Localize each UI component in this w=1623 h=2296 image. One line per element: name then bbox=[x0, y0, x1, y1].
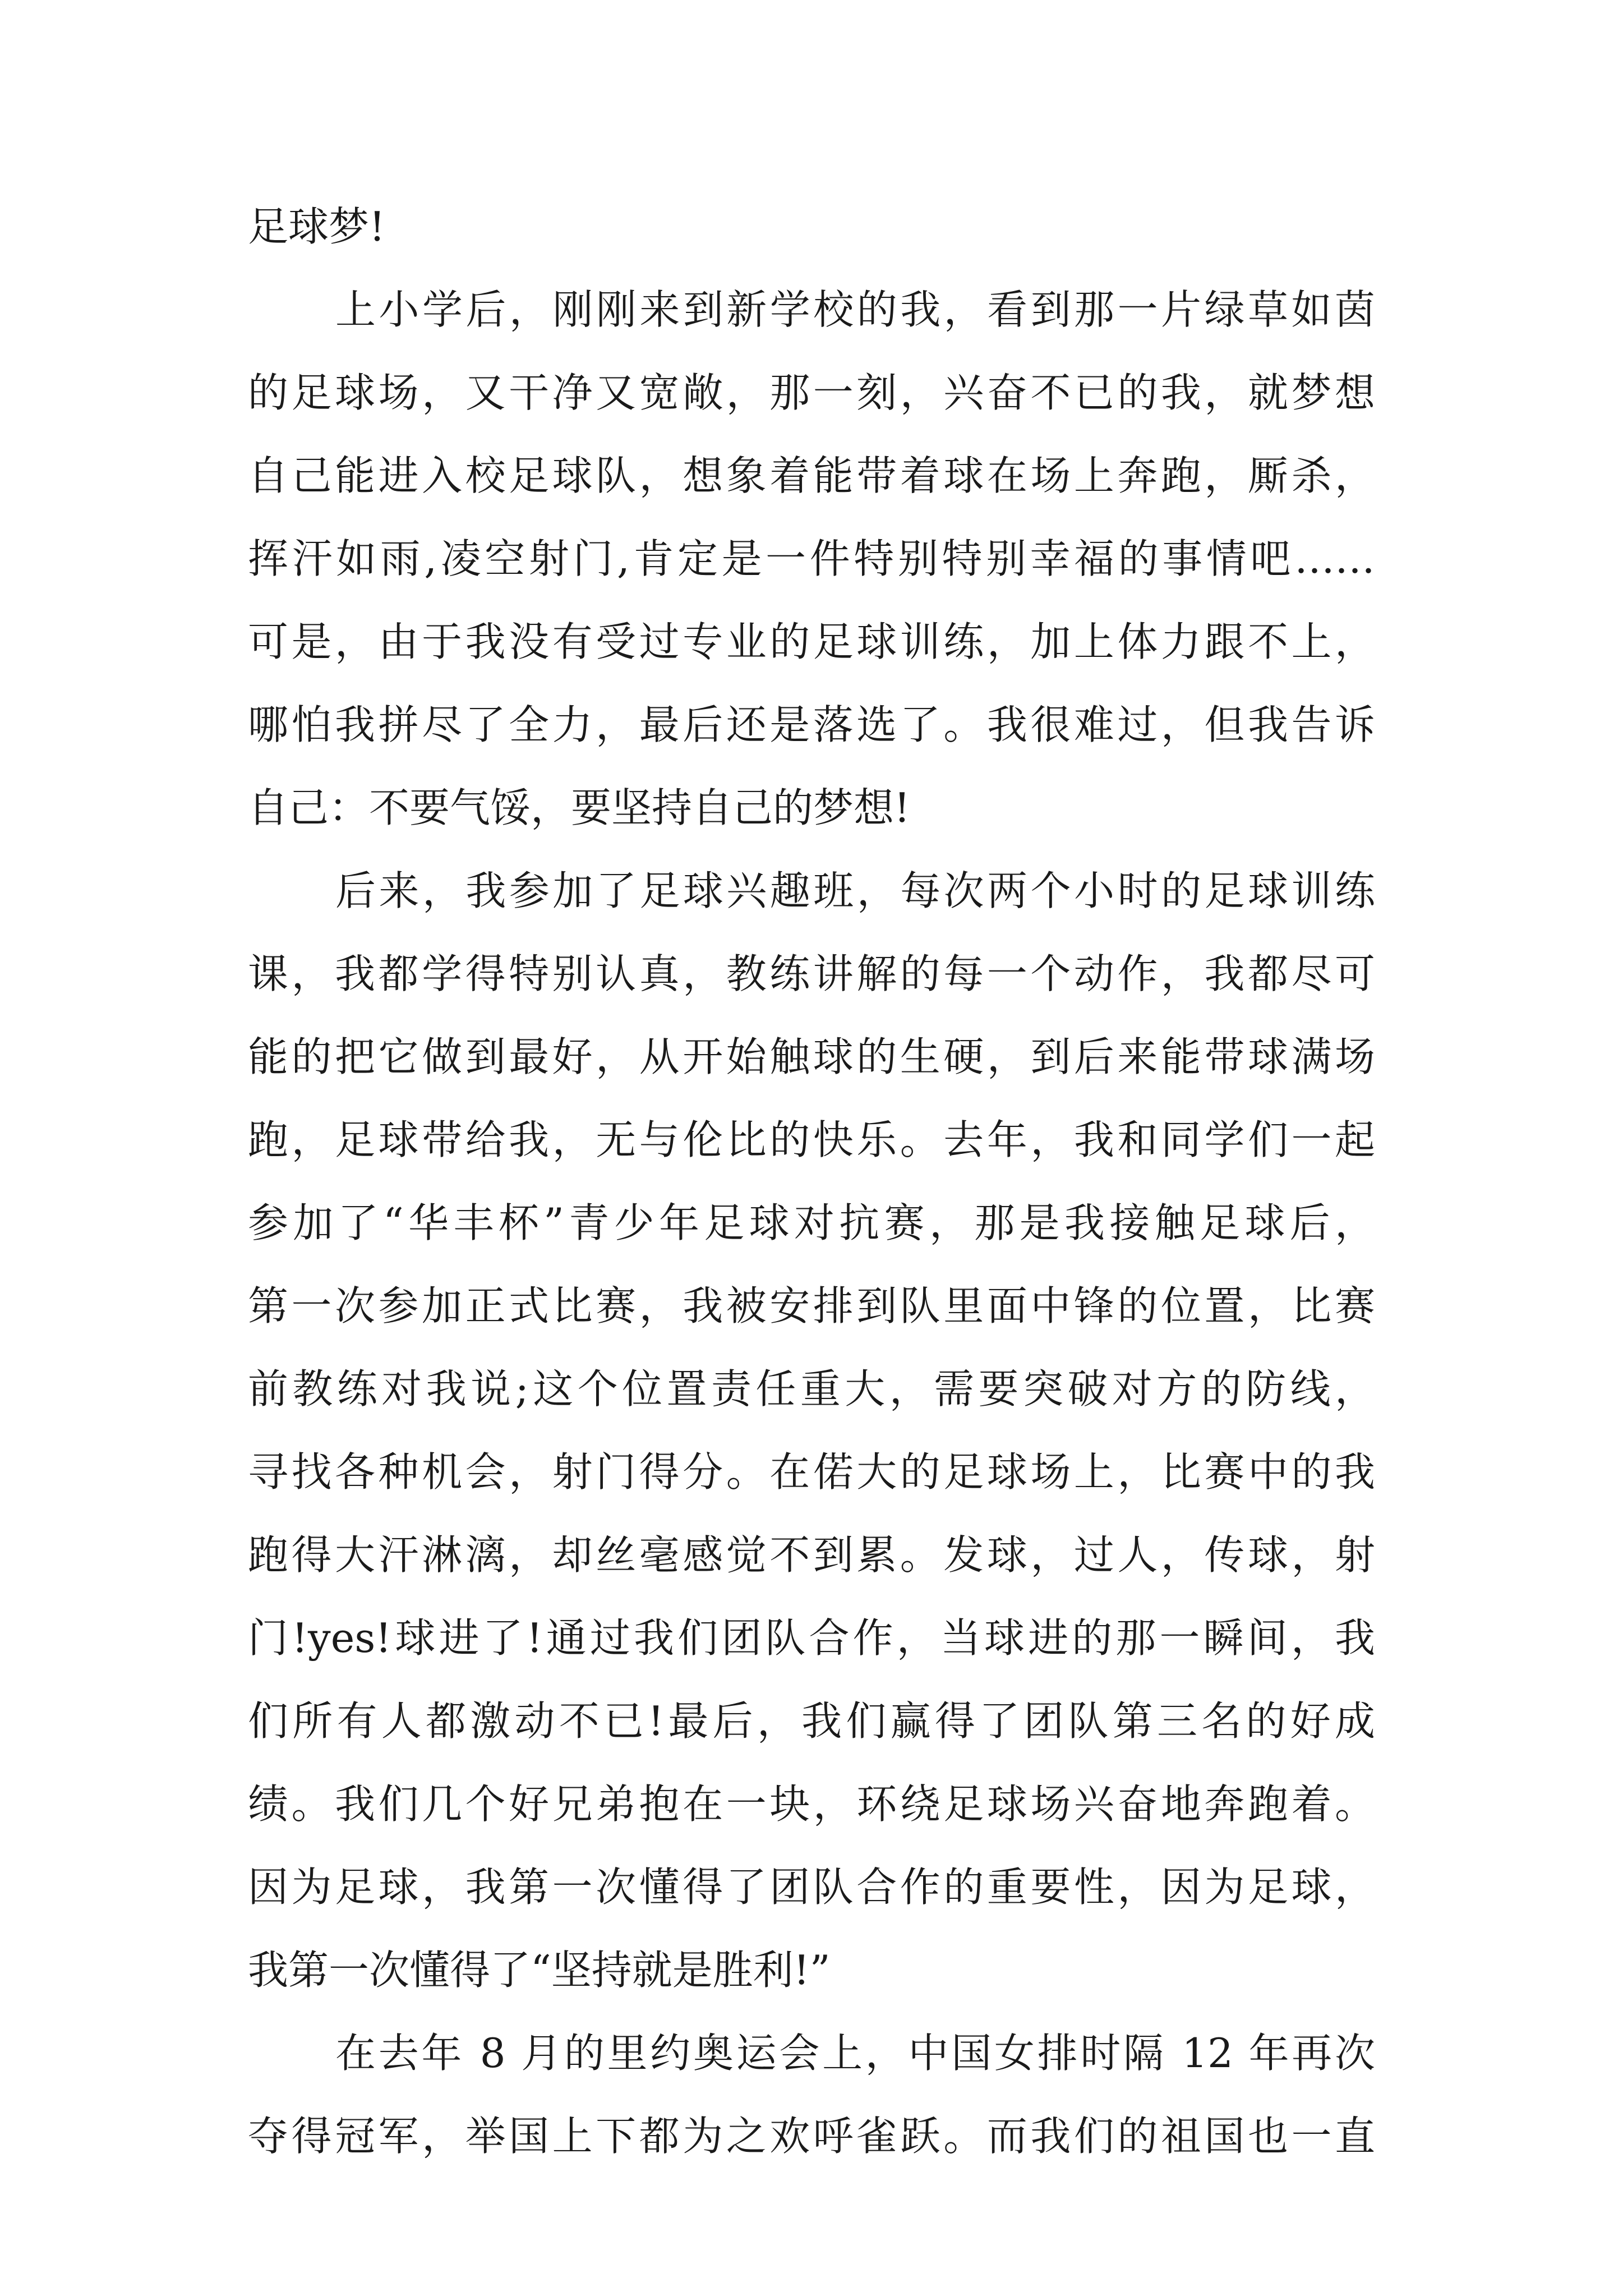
text-line: 自己能进入校足球队，想象着能带着球在场上奔跑，厮杀， bbox=[248, 452, 1375, 499]
text-line: 能的把它做到最好，从开始触球的生硬，到后来能带球满场 bbox=[248, 1033, 1375, 1080]
text-line: 可是，由于我没有受过专业的足球训练，加上体力跟不上， bbox=[248, 618, 1375, 665]
text-line: 前教练对我说;这个位置责任重大，需要突破对方的防线， bbox=[248, 1365, 1375, 1412]
text-line: 跑得大汗淋漓，却丝毫感觉不到累。发球，过人，传球，射 bbox=[248, 1531, 1375, 1579]
text-line: 参加了“华丰杯”青少年足球对抗赛，那是我接触足球后， bbox=[248, 1199, 1375, 1246]
essay-body bbox=[248, 185, 1375, 2178]
text-line: 门!yes!球进了!通过我们团队合作，当球进的那一瞬间，我 bbox=[248, 1614, 1375, 1662]
text-line: 我第一次懂得了“坚持就是胜利!” bbox=[248, 1947, 831, 1994]
text-line: 足球梦! bbox=[248, 203, 385, 250]
text-line: 第一次参加正式比赛，我被安排到队里面中锋的位置，比赛 bbox=[248, 1282, 1375, 1329]
text-line: 因为足球，我第一次懂得了团队合作的重要性，因为足球， bbox=[248, 1864, 1375, 1911]
paragraph-first-line: 在去年 8 月的里约奥运会上，中国女排时隔 12 年再次 bbox=[335, 2030, 1375, 2077]
text-line: 自己：不要气馁，要坚持自己的梦想! bbox=[248, 784, 910, 831]
paragraph-first-line: 后来，我参加了足球兴趣班，每次两个小时的足球训练 bbox=[335, 867, 1375, 914]
text-line: 夺得冠军，举国上下都为之欢呼雀跃。而我们的祖国也一直 bbox=[248, 2113, 1375, 2160]
text-line: 哪怕我拼尽了全力，最后还是落选了。我很难过，但我告诉 bbox=[248, 701, 1375, 748]
paragraph-first-line: 上小学后，刚刚来到新学校的我，看到那一片绿草如茵 bbox=[335, 286, 1375, 333]
text-line: 们所有人都激动不已!最后，我们赢得了团队第三名的好成 bbox=[248, 1697, 1375, 1745]
text-line: 课，我都学得特别认真，教练讲解的每一个动作，我都尽可 bbox=[248, 950, 1375, 997]
text-line: 挥汗如雨,凌空射门,肯定是一件特别特别幸福的事情吧…… bbox=[248, 535, 1375, 582]
text-line: 跑，足球带给我，无与伦比的快乐。去年，我和同学们一起 bbox=[248, 1116, 1375, 1163]
text-line: 的足球场，又干净又宽敞，那一刻，兴奋不已的我，就梦想 bbox=[248, 369, 1375, 416]
text-line: 绩。我们几个好兄弟抱在一块，环绕足球场兴奋地奔跑着。 bbox=[248, 1780, 1375, 1828]
text-line: 寻找各种机会，射门得分。在偌大的足球场上，比赛中的我 bbox=[248, 1448, 1375, 1496]
